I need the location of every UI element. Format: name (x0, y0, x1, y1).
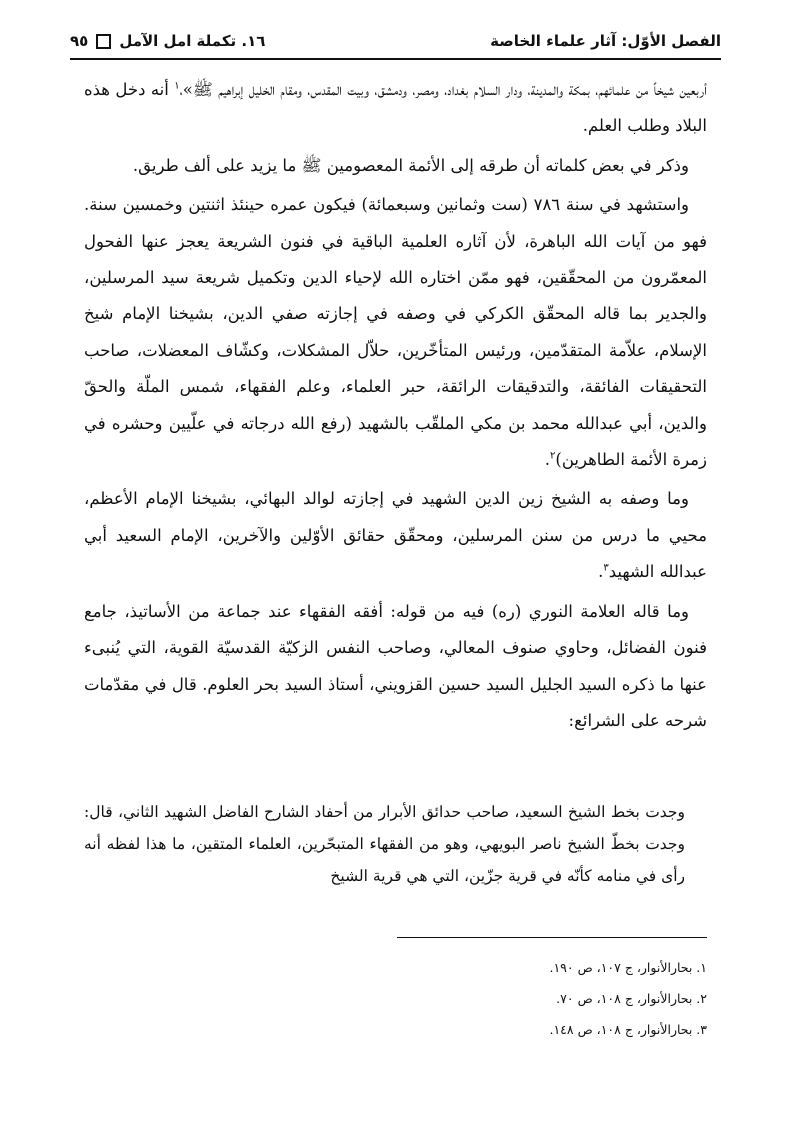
main-text (84, 72, 707, 742)
footnote-1: ١. بحارالأنوار، ج ١٠٧، ص ١٩٠. (549, 960, 707, 975)
paragraph-4: وما وصفه به الشيخ زين الدين الشهيد في إجازته لوالد البهائي، بشيخنا الإمام الأعظم، محيي ما درس من سنن المرسلين، ومحقّق حقائق الأوّلين والآخرين، الإمام السعيد أبي عبدالله الشهيد$^٣$. (84, 489, 707, 582)
footnote-ref-3[interactable]: ٣ (603, 562, 609, 574)
footnote-2: ٢. بحارالأنوار، ج ١٠٨، ص ٧٠. (556, 991, 707, 1006)
footnote-3: ٣. بحارالأنوار، ج ١٠٨، ص ١٤٨. (549, 1022, 707, 1037)
square-ornament-icon (96, 34, 111, 49)
running-header (70, 26, 721, 56)
footnote-ref-2[interactable]: ٢ (550, 450, 556, 462)
page-number: ٩٥ (70, 32, 89, 50)
paragraph-5: وما قاله العلامة النوري (ره) فيه من قوله: أفقه الفقهاء عند جماعة من الأساتيذ، جامع فنون الفضائل، وحاوي صنوف المعالي، وصاحب النفس الزكيّة القدسيّة القوية، التي يُنبىء عنها ما ذكره السيد الجليل السيد حسين القزويني، أستاذ السيد بحر العلوم. قال في مقدّمات شرحه على الشرائع: (84, 601, 707, 730)
footnote-ref-1[interactable]: ١ (174, 80, 180, 92)
footnotes (307, 952, 707, 1045)
block-quote (84, 796, 685, 892)
paragraph-1: أربعين شيخاً من علمائهم، بمكة والمدينة، ودار السلام بغداد، ومصر، ودمشق، وبيت المقدس، ومقام الخليل إبراهيم ﷺ»،$^١$ أنه دخل هذه البلاد وطلب العلم. (84, 80, 707, 136)
paragraph-3: واستشهد في سنة ٧٨٦ (ست وثمانين وسبعمائة) فيكون عمره حينئذ اثنتين وخمسين سنة. فهو من آيات الله الباهرة، لأن آثاره العلمية الباقية في فنون الشريعة يعجز عنها الفحول المعمّرون من المحقّقين، فهو ممّن اختاره الله لإحياء الدين وتكميل شريعة سيد المرسلين، والجدير بما قاله المحقّق الكركي في وصفه في إجازته صفي الدين، بشيخنا الإمام شيخ الإسلام، علاّمة المتقدّمين، ورئيس المتأخّرين، حلاّل المشكلات، وكشّاف المعضلات، صاحب التحقيقات الفائقة، والتدقيقات الرائقة، حبر العلماء، وعلم الفقهاء، شمس الملّة والحقّ والدين، أبي عبدالله محمد بن مكي الملقّب بالشهيد (رفع الله درجاته في علّيين وحشره في زمرة الأئمة الطاهرين)$^٢$. (84, 195, 707, 470)
footnote-rule (397, 937, 707, 938)
paragraph-2: وذكر في بعض كلماته أن طرقه إلى الأئمة المعصومين ﷺ ما يزيد على ألف طريق. (132, 155, 689, 175)
quote-text: وجدت بخط الشيخ السعيد، صاحب حدائق الأبرار من أحفاد الشارح الفاضل الشهيد الثاني، قال: وجدت بخطّ الشيخ ناصر البويهي، وهو من الفقهاء المتبحّرين، العلماء المتقين، ما هذا لفظه أنه رأى في منامه كأنّه في قرية جزّين، التي هي قرية الشيخ (84, 803, 685, 885)
header-left (70, 32, 265, 50)
chapter-title: الفصل الأوّل: آثار علماء الخاصة (490, 32, 721, 50)
book-title: ١٦. تكملة امل الآمل (119, 32, 266, 50)
header-rule (70, 58, 721, 60)
